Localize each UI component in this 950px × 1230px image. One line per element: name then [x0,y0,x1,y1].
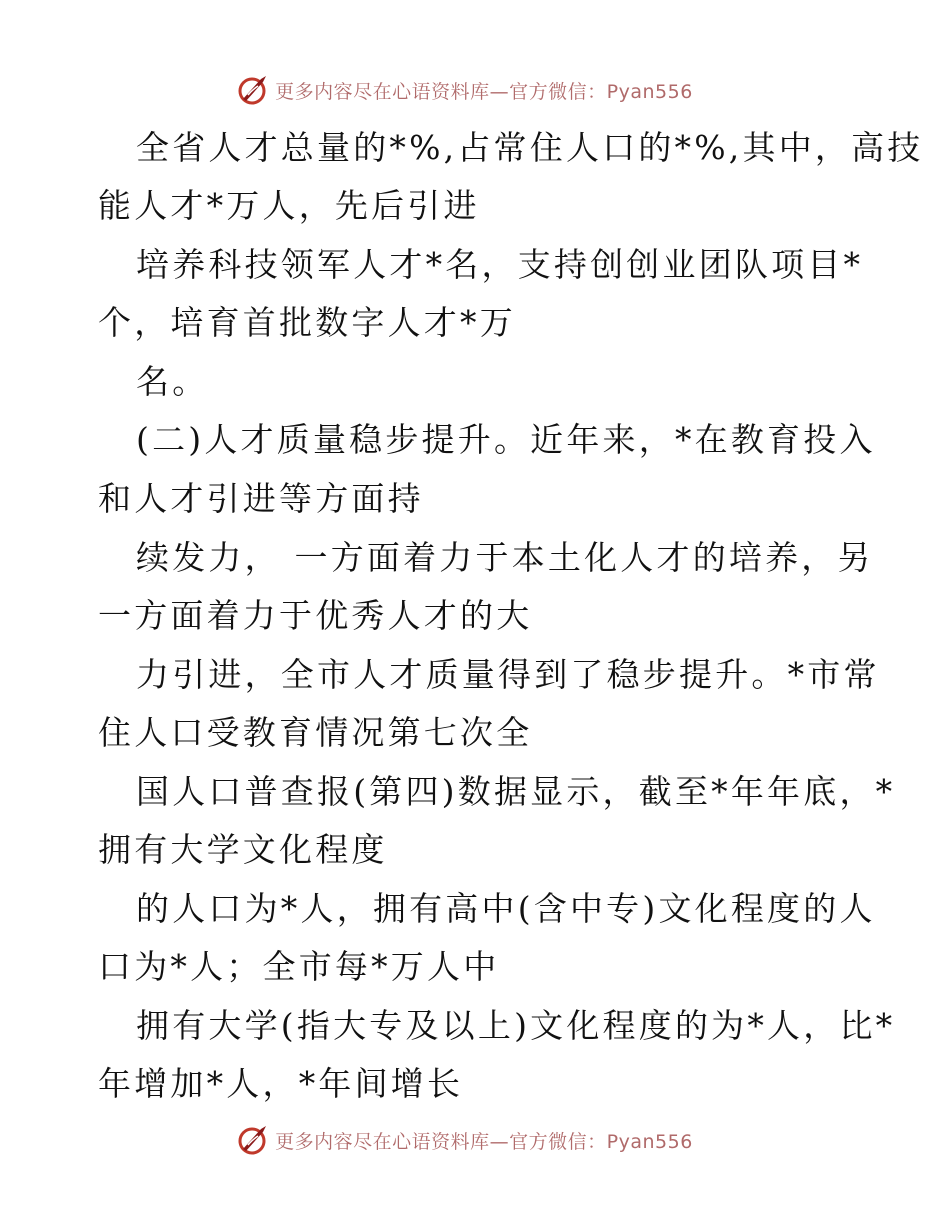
body-line-4: 个，培育首批数字人才*万 [98,303,516,342]
body-line-5: 名。 [136,362,209,401]
quill-pen-logo-icon [237,73,271,107]
quill-pen-logo-icon [237,1123,271,1157]
body-line-10: 力引进，全市人才质量得到了稳步提升。*市常 [136,655,880,694]
header-banner-text: 更多内容尽在心语资料库—官方微信：Pyan556 [275,80,693,103]
body-line-17: 年增加*人，*年间增长 [98,1064,464,1103]
body-line-14: 的人口为*人，拥有高中(含中专)文化程度的人 [136,889,876,928]
header-banner [0,70,950,110]
body-line-15: 口为*人；全市每*万人中 [98,947,500,986]
body-line-1: 全省人才总量的*%,占常住人口的*%,其中，高技 [136,128,924,167]
body-line-13: 拥有大学文化程度 [98,830,388,869]
body-line-12: 国人口普查报(第四)数据显示，截至*年年底，* [136,772,896,811]
body-line-8: 续发力， 一方面着力于本土化人才的培养，另 [136,538,874,577]
body-line-2: 能人才*万人，先后引进 [98,186,480,225]
body-line-6: (二)人才质量稳步提升。近年来，*在教育投入 [136,420,876,459]
body-line-3: 培养科技领军人才*名，支持创创业团队项目* [136,245,864,284]
body-line-9: 一方面着力于优秀人才的大 [98,596,533,635]
footer-banner-text: 更多内容尽在心语资料库—官方微信：Pyan556 [275,1130,693,1153]
body-line-11: 住人口受教育情况第七次全 [98,713,533,752]
footer-banner [0,1120,950,1160]
body-line-7: 和人才引进等方面持 [98,479,424,518]
body-line-16: 拥有大学(指大专及以上)文化程度的为*人，比* [136,1006,896,1045]
